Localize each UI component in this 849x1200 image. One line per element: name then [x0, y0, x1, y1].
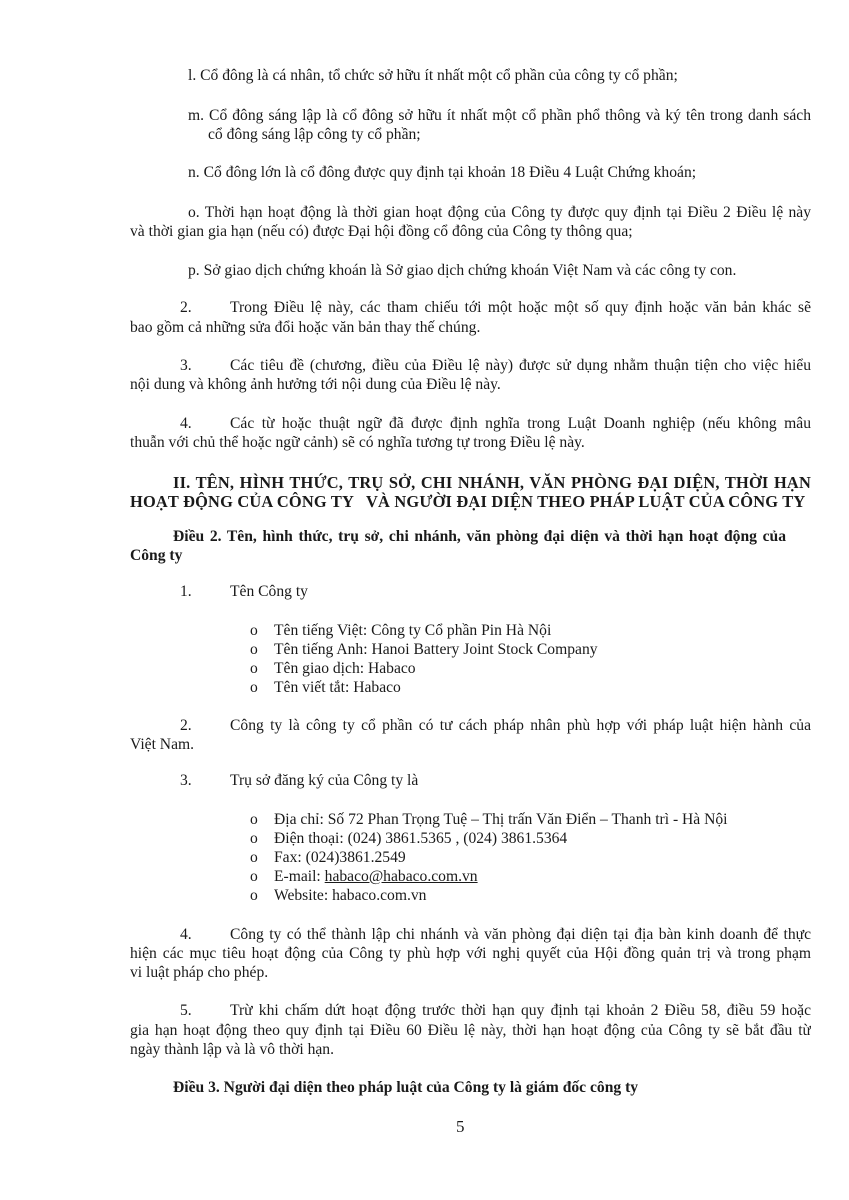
contact-fax-text: Fax: (024)3861.2549 — [274, 849, 406, 866]
contact-phone-text: Điện thoại: (024) 3861.5365 , (024) 3861.5364 — [274, 830, 568, 847]
email-link[interactable]: habaco@habaco.com.vn — [324, 868, 478, 885]
definition-o-line1: o. Thời hạn hoạt động là thời gian hoạt động của Công ty được quy định tại Điều 2 Điều lệ này — [188, 204, 811, 221]
clause-4-line2: thuẫn với chủ thể hoặc ngữ cảnh) sẽ có nghĩa tương tự trong Điều lệ này. — [130, 434, 585, 451]
definition-p: p. Sở giao dịch chứng khoán là Sở giao dịch chứng khoán Việt Nam và các công ty con. — [188, 262, 737, 279]
article-2-item-5-line1: Trừ khi chấm dứt hoạt động trước thời hạn quy định tại khoản 2 Điều 58, điều 59 hoặc — [230, 1002, 811, 1019]
company-trade-name-text: Tên giao dịch: Habaco — [274, 660, 416, 677]
bullet-icon: o — [250, 849, 258, 866]
clause-3-number: 3. — [180, 357, 192, 374]
definition-l: l. Cổ đông là cá nhân, tổ chức sở hữu ít nhất một cổ phần của công ty cổ phần; — [188, 67, 678, 84]
article-2-item-2-line2: Việt Nam. — [130, 736, 195, 753]
article-2-item-1-text: Tên Công ty — [230, 583, 308, 600]
bullet-icon: o — [250, 811, 258, 828]
definition-n: n. Cổ đông lớn là cổ đông được quy định tại khoản 18 Điều 4 Luật Chứng khoán; — [188, 164, 697, 181]
clause-4-number: 4. — [180, 415, 192, 432]
clause-3-line2: nội dung và không ảnh hưởng tới nội dung của Điều lệ này. — [130, 376, 501, 393]
definition-m-line2: cổ đông sáng lập công ty cổ phần; — [208, 126, 421, 143]
article-2-item-2-number: 2. — [180, 717, 192, 734]
article-2-item-5-line2: gia hạn hoạt động theo quy định tại Điều 60 Điều lệ này, thời hạn hoạt động của Công ty sẽ bắt đầu từ — [130, 1022, 811, 1039]
clause-2-line1: Trong Điều lệ này, các tham chiếu tới một hoặc một số quy định hoặc văn bản khác sẽ — [230, 299, 811, 316]
contact-address-text: Địa chỉ: Số 72 Phan Trọng Tuệ – Thị trấn Văn Điển – Thanh trì - Hà Nội — [274, 811, 728, 828]
bullet-icon: o — [250, 641, 258, 658]
article-3-title: Điều 3. Người đại diện theo pháp luật của Công ty là giám đốc công ty — [173, 1079, 639, 1096]
article-2-item-3-number: 3. — [180, 772, 192, 789]
article-2-item-4-line1: Công ty có thể thành lập chi nhánh và văn phòng đại diện tại địa bàn kinh doanh để thực — [230, 926, 811, 943]
bullet-icon: o — [250, 887, 258, 904]
bullet-icon: o — [250, 660, 258, 677]
definition-o-line2: và thời gian gia hạn (nếu có) được Đại hội đồng cổ đông của Công ty thông qua; — [130, 223, 633, 240]
article-2-item-4-line3: vi luật pháp cho phép. — [130, 964, 269, 981]
article-2-item-5-number: 5. — [180, 1002, 192, 1019]
section-heading-line1: II. TÊN, HÌNH THỨC, TRỤ SỞ, CHI NHÁNH, VĂN PHÒNG ĐẠI DIỆN, THỜI HẠN — [173, 473, 811, 492]
bullet-icon: o — [250, 868, 258, 885]
bullet-icon: o — [250, 830, 258, 847]
article-2-title-line2: Công ty — [130, 547, 183, 564]
article-2-item-5-line3: ngày thành lập và là vô thời hạn. — [130, 1041, 334, 1058]
article-2-item-4-line2: hiện các mục tiêu hoạt động của Công ty phù hợp với nghị quyết của Hội đồng quản trị và trong phạm — [130, 945, 811, 962]
article-2-item-1-number: 1. — [180, 583, 192, 600]
company-short-name-text: Tên viết tắt: Habaco — [274, 679, 401, 696]
company-name-vi-text: Tên tiếng Việt: Công ty Cổ phần Pin Hà Nội — [274, 622, 552, 639]
article-2-item-4-number: 4. — [180, 926, 192, 943]
clause-4-line1: Các từ hoặc thuật ngữ đã được định nghĩa trong Luật Doanh nghiệp (nếu không mâu — [230, 415, 811, 432]
article-2-title-line1: Điều 2. Tên, hình thức, trụ sở, chi nhánh, văn phòng đại diện và thời hạn hoạt động của — [173, 528, 786, 545]
article-2-item-2-line1: Công ty là công ty cổ phần có tư cách pháp nhân phù hợp với pháp luật hiện hành của — [230, 717, 811, 734]
company-name-en-text: Tên tiếng Anh: Hanoi Battery Joint Stock Company — [274, 641, 598, 658]
definition-m-line1: m. Cổ đông sáng lập là cổ đông sở hữu ít nhất một cổ phần phổ thông và ký tên trong danh sách — [188, 107, 811, 124]
clause-2-line2: bao gồm cả những sửa đổi hoặc văn bản thay thế chúng. — [130, 319, 481, 336]
contact-email-label: E-mail: — [274, 868, 325, 885]
bullet-icon: o — [250, 679, 258, 696]
contact-website-text: Website: habaco.com.vn — [274, 887, 427, 904]
page-number: 5 — [456, 1117, 465, 1136]
clause-2-number: 2. — [180, 299, 192, 316]
section-heading-line2: HOẠT ĐỘNG CỦA CÔNG TY VÀ NGƯỜI ĐẠI DIỆN THEO PHÁP LUẬT CỦA CÔNG TY — [130, 492, 806, 511]
bullet-icon: o — [250, 622, 258, 639]
contact-email-text — [274, 867, 478, 886]
article-2-item-3-text: Trụ sở đăng ký của Công ty là — [230, 772, 419, 789]
clause-3-line1: Các tiêu đề (chương, điều của Điều lệ này) được sử dụng nhằm thuận tiện cho việc hiểu — [230, 357, 811, 374]
